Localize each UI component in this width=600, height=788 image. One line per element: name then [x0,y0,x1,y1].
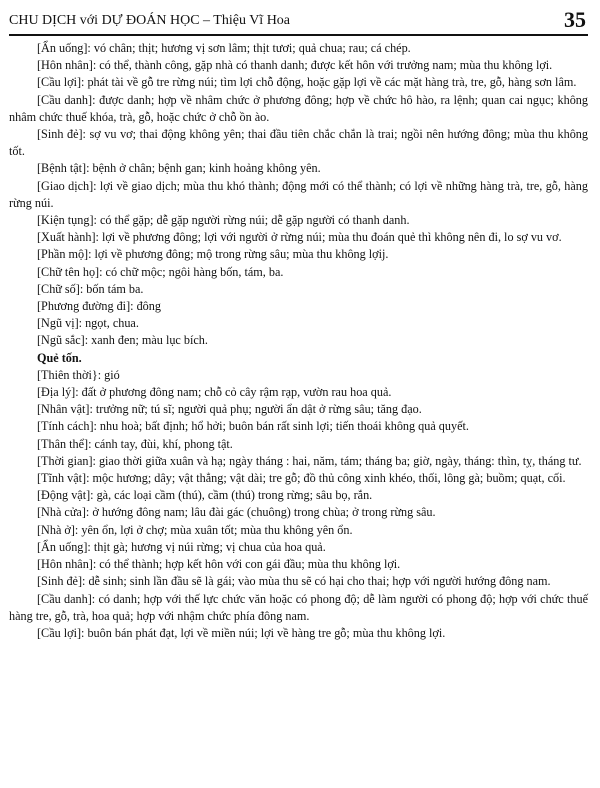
paragraph: [Động vật]: gà, các loại cầm (thú), cầm (thú) trong rừng; sâu bọ, rắn. [37,488,373,503]
paragraph: [Phần mộ]: lợi về phương đông; mộ trong rừng sâu; mùa thu không lợij. [37,247,389,262]
paragraph: [Nhà ở]: yên ổn, lợi ở chợ; mùa xuân tốt; mùa thu không yên ổn. [37,522,353,537]
paragraph: [Ngũ sắc]: xanh đen; màu lục bích. [37,333,208,348]
running-title: CHU DỊCH với DỰ ĐOÁN HỌC – Thiệu Vĩ Hoa [9,13,291,28]
paragraph: [Nhân vật]: trưởng nữ; tú sĩ; người quả phụ; người ẩn dật ở rừng sâu; tăng đạo. [37,402,422,417]
paragraph: [Sinh đẻ]: sợ vu vơ; thai động không yên; thai đầu tiên chắc chắn là trai; ngồi nên hướng đông; mùa thu không tốt. [9,127,588,159]
paragraph: [Ẩn uống]: thịt gà; hương vị núi rừng; vị chua của hoa quả. [37,539,326,554]
paragraph: [Hôn nhân]: có thể, thành công, gặp nhà có thanh danh; được kết hôn với trưởng nam; mùa thu không lợi. [37,58,553,73]
paragraph: [Cầu lợi]: buôn bán phát đạt, lợi về miền núi; lợi về hàng tre gỗ; mùa thu không lợi. [37,625,446,640]
paragraph: [Cầu lợi]: phát tài về gỗ tre rừng núi; tìm lợi chỗ động, hoặc gặp lợi về các mặt hàng trà, tre, gỗ, hàng sơn lâm. [37,75,577,90]
body-text [9,36,588,642]
paragraph: [Chữ số]: bốn tám ba. [37,281,144,296]
paragraph: [Kiện tụng]: có thể gặp; dễ gặp người rừng núi; dễ gặp người có thanh danh. [37,213,410,228]
page-number: 35 [564,7,586,32]
paragraph: [Hôn nhân]: có thể thành; hợp kết hôn với con gái đầu; mùa thu không lợi. [37,557,401,572]
paragraph: [Phương đường đi]: đông [37,299,161,314]
paragraph: [Bệnh tật]: bệnh ở chân; bệnh gan; kinh hoảng không yên. [37,161,321,176]
paragraph: [Địa lý]: đất ở phương đông nam; chỗ cỏ cây rậm rạp, vườn rau hoa quả. [37,385,392,400]
paragraph: [Xuất hành]: lợi về phương đông; lợi với người ở rừng núi; mùa thu đoán quẻ thì không nên đi, lo sợ vu vơ. [37,230,562,245]
paragraph: [Thân thể]: cánh tay, đùi, khí, phong tật. [37,436,233,451]
paragraph: [Cầu danh]: được danh; hợp về nhâm chức ở phương đông; hợp về chức hô hào, ra lệnh; quan cai ngục; không nhâm chức thuế khóa, trà, gỗ, hoặc chức ở chỗ ồn ào. [9,92,588,124]
paragraph: [Thiên thời}: gió [37,367,120,382]
paragraph: [Cầu danh]: có danh; hợp với thế lực chức văn hoặc có phong độ; dễ làm người có phong độ; hợp với chức thuế hàng tre, gỗ, trà, hoa quả; hợp với nhậm chức phía đông nam. [9,591,588,623]
paragraph: [Thời gian]: giao thời giữa xuân và hạ; ngày tháng : hai, năm, tám; tháng ba; giờ, ngày, tháng: thìn, tỵ, tháng tư. [37,453,582,468]
paragraph: [Chữ tên họ]: có chữ mộc; ngôi hàng bốn, tám, ba. [37,264,284,279]
paragraph: [Nhà cửa]: ở hướng đông nam; lâu đài gác (chuông) trong chùa; ở trong rừng sâu. [37,505,436,520]
paragraph: [Ẩn uống]: vó chân; thịt; hương vị sơn lâm; thịt tươi; quả chua; rau; cá chép. [37,41,411,55]
paragraph: [Ngũ vị]: ngọt, chua. [37,316,139,331]
paragraph: [Giao dịch]: lợi về giao dịch; mùa thu khó thành; động mới có thể thành; có lợi về những hàng trà, tre, gỗ, hàng rừng núi. [9,178,588,210]
paragraph: [Sinh đẻ]: dễ sinh; sinh lần đầu sẽ là gái; vào mùa thu sẽ có hại cho thai; hợp với người hướng đông nam. [37,574,551,589]
paragraph: [Tĩnh vật]: mộc hương; dây; vật thẳng; vật dài; tre gỗ; đồ thủ công xinh khéo, thối, lông gà; buồm; quạt, cối. [37,471,566,486]
section-heading: Quẻ tốn. [37,350,82,365]
paragraph: [Tính cách]: nhu hoà; bất định; hổ hởi; buôn bán rất sinh lợi; tiến thoái không quả quyết. [37,419,469,434]
page-header [9,6,588,36]
